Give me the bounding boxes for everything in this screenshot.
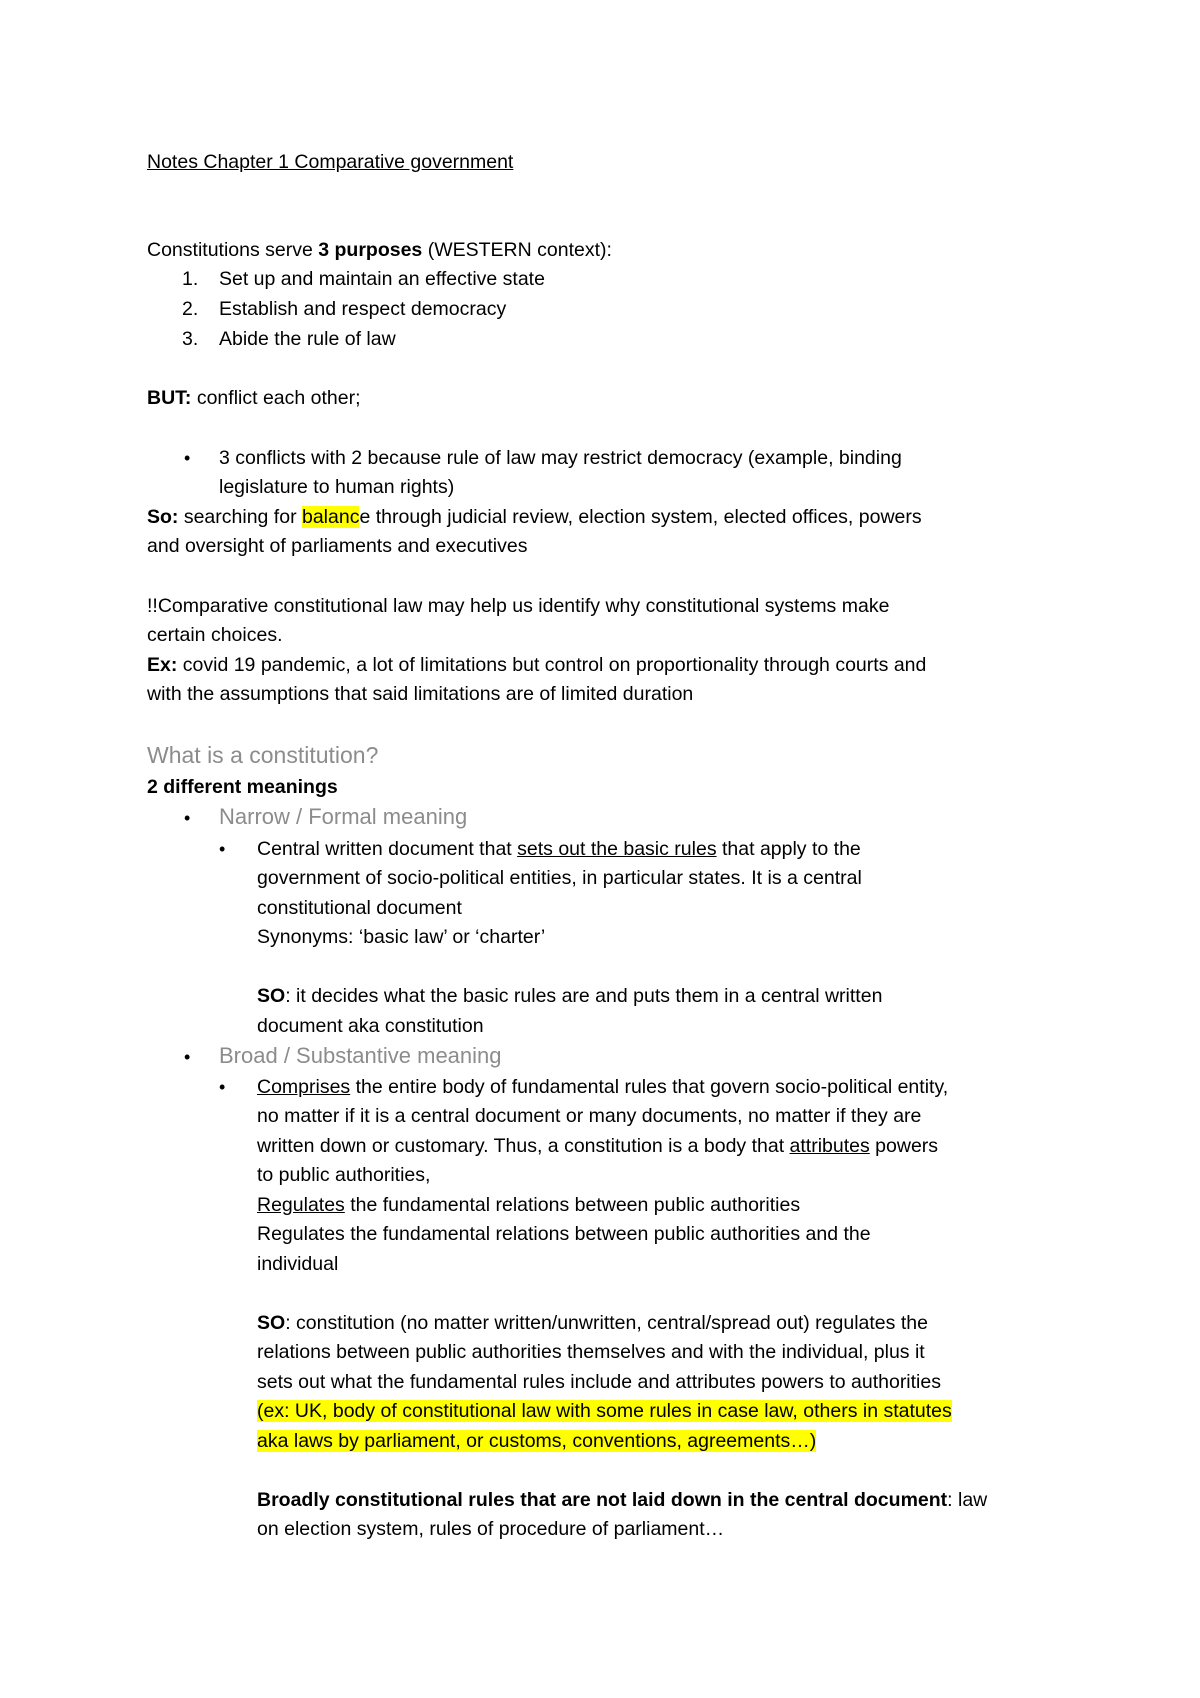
comparative-line-2: certain choices. [147,624,283,646]
purpose-item-1: Set up and maintain an effective state [219,268,545,290]
narrow-line-3: constitutional document [257,897,462,919]
bullet-icon: • [184,448,191,468]
so-balance-line-2: and oversight of parliaments and executives [147,535,528,557]
broad-so-line-3: sets out what the fundamental rules include and attributes powers to authorities [257,1371,941,1393]
meanings-label: 2 different meanings [147,776,338,798]
broadly-line: Broadly constitutional rules that are not laid down in the central document: law [257,1489,988,1511]
broad-line-3: written down or customary. Thus, a constitution is a body that attributes powers [257,1135,939,1157]
comparative-line-1: !!Comparative constitutional law may help us identify why constitutional systems make [147,595,890,617]
broad-so-line-2: relations between public authorities themselves and with the individual, plus it [257,1341,925,1363]
bullet-icon: • [219,1077,226,1097]
section-heading: What is a constitution? [147,742,379,768]
broadly-line-2: on election system, rules of procedure of parliament… [257,1518,725,1540]
narrow-so-line: SO: it decides what the basic rules are and puts them in a central written [257,985,883,1007]
purpose-item-2: Establish and respect democracy [219,298,507,320]
example-line-2: with the assumptions that said limitations are of limited duration [147,683,694,705]
document-title: Notes Chapter 1 Comparative government [147,151,514,173]
broad-line-1: Comprises the entire body of fundamental rules that govern socio-political entity, [257,1076,949,1098]
purpose-number-1: 1. [182,268,199,290]
conflict-line-1: 3 conflicts with 2 because rule of law may restrict democracy (example, binding [219,447,902,469]
broad-line-5: Regulates the fundamental relations between public authorities [257,1194,801,1216]
so-balance-line: So: searching for balance through judicial review, election system, elected offices, powers [147,506,922,528]
broad-line-4: to public authorities, [257,1164,431,1186]
conflict-line-2: legislature to human rights) [219,476,455,498]
purpose-number-2: 2. [182,298,199,320]
purpose-number-3: 3. [182,328,199,350]
bullet-icon: • [219,839,226,859]
narrow-so-line-2: document aka constitution [257,1015,484,1037]
example-line: Ex: covid 19 pandemic, a lot of limitations but control on proportionality through courts and [147,654,927,676]
narrow-heading: Narrow / Formal meaning [219,804,468,829]
broad-so-line: SO: constitution (no matter written/unwritten, central/spread out) regulates the [257,1312,928,1334]
bullet-icon: • [184,808,191,828]
broad-line-6: Regulates the fundamental relations between public authorities and the [257,1223,871,1245]
narrow-line-4: Synonyms: ‘basic law’ or ‘charter’ [257,926,546,948]
broad-line-7: individual [257,1253,339,1275]
bullet-icon: • [184,1047,191,1067]
highlighted-text: balanc [301,506,360,528]
but-line: BUT: conflict each other; [147,387,361,409]
narrow-line-2: government of socio-political entities, in particular states. It is a central [257,867,862,889]
purpose-item-3: Abide the rule of law [219,328,396,350]
broad-line-2: no matter if it is a central document or many documents, no matter if they are [257,1105,922,1127]
highlighted-example-line-1: (ex: UK, body of constitutional law with some rules in case law, others in statutes [257,1400,952,1422]
highlighted-example-line-2: aka laws by parliament, or customs, conventions, agreements…) [257,1430,817,1452]
intro-line: Constitutions serve 3 purposes (WESTERN context): [147,239,612,261]
broad-heading: Broad / Substantive meaning [219,1043,502,1068]
narrow-line-1: Central written document that sets out the basic rules that apply to the [257,838,861,860]
